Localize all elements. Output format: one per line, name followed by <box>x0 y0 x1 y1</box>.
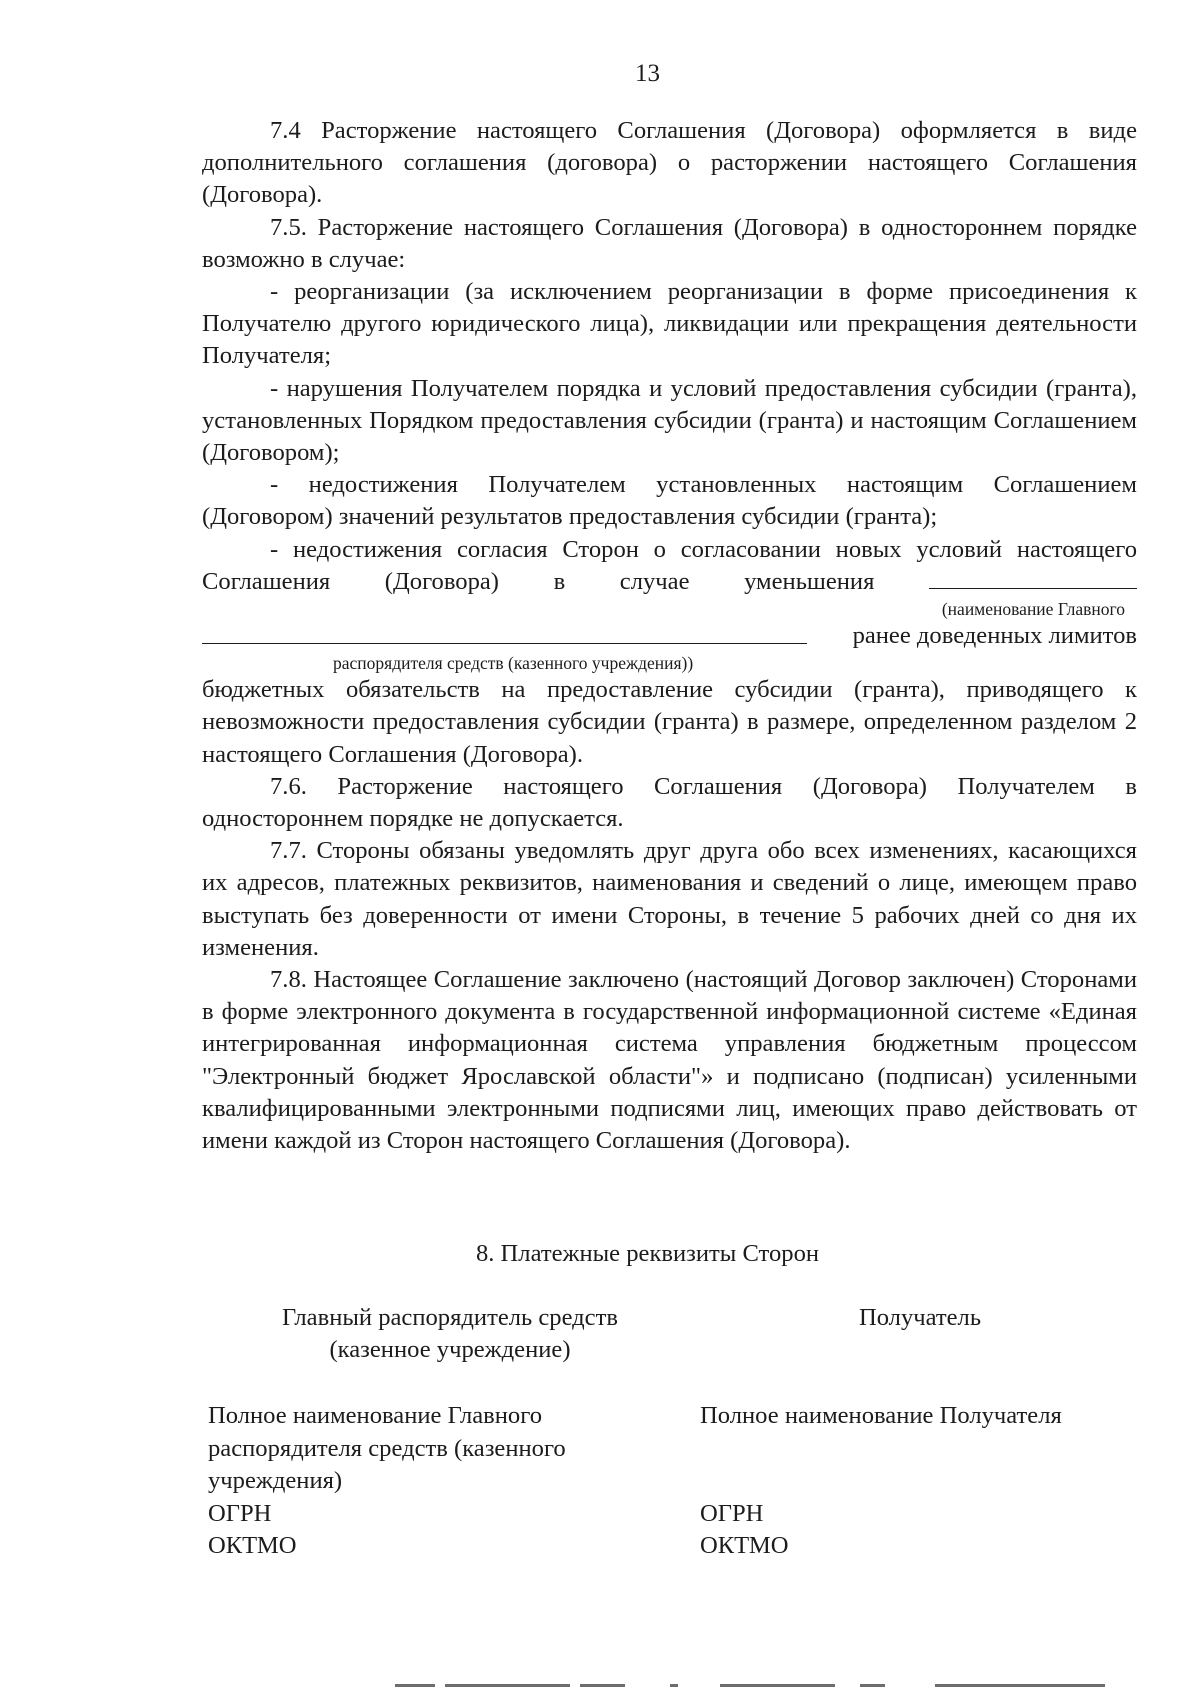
main-manager-ogrn: ОГРН <box>208 1499 272 1527</box>
recipient-full-name: Полное наименование Получателя <box>700 1402 1062 1429</box>
clause-7-7: 7.7. Стороны обязаны уведомлять друг друга обо всех изменениях, касающихся их адресов, платежных реквизитов, наименования и сведений о лице, имеющем право выступать без доверенности от имени Стороны, в течение 5 рабочих дней со дня их изменения. <box>202 837 1137 961</box>
main-manager-full-name-line3: учреждения) <box>208 1467 343 1495</box>
main-manager-full-name-line1: Полное наименование Главного <box>208 1402 542 1429</box>
scan-artifact-mark <box>860 1684 885 1687</box>
main-manager-heading <box>250 1302 650 1366</box>
main-manager-heading-line1: Главный распорядитель средств <box>282 1304 618 1331</box>
scan-artifact-mark <box>580 1684 625 1687</box>
clause-7-4: 7.4 Расторжение настоящего Соглашения (Договора) оформляется в виде дополнительного соглашения (договора) о расторжении настоящего Соглашения (Договора). <box>202 117 1137 209</box>
recipient-heading <box>800 1302 1040 1334</box>
clause-7-5-item-agreement-text: - недостижения согласия Сторон о согласовании новых условий настоящего Соглашения (Договора) в случае уменьшения <box>202 535 1137 595</box>
main-manager-full-name-line2: распорядителя средств (казенного <box>208 1434 566 1462</box>
clause-7-5-item-agreement-continued: бюджетных обязательств на предоставление субсидии (гранта), приводящего к невозможности предоставления субсидии (гранта) в размере, определенном разделом 2 настоящего Соглашения (Договора). <box>202 676 1137 768</box>
fill-in-blank-line-long <box>202 621 807 644</box>
main-manager-heading-line2: (казенное учреждение) <box>329 1336 571 1364</box>
scan-artifact-mark <box>720 1684 835 1687</box>
clause-7-5-item-agreement <box>202 534 1137 598</box>
clause-7-5-item-results: - недостижения Получателем установленных настоящим Соглашением (Договором) значений результатов предоставления субсидии (гранта); <box>202 471 1137 531</box>
recipient-ogrn: ОГРН <box>700 1499 764 1527</box>
recipient-spacer <box>700 1433 1130 1498</box>
hint-main-manager-name: (наименование Главного <box>941 599 1125 620</box>
recipient-heading-text: Получатель <box>858 1304 982 1331</box>
section-8-title: 8. Платежные реквизиты Сторон <box>475 1240 820 1267</box>
clause-7-5-item-reorganization: - реорганизации (за исключением реорганизации в форме присоединения к Получателю другого юридического лица), ликвидации или прекращения деятельности Получателя; <box>202 278 1137 370</box>
recipient-requisites <box>700 1400 1130 1563</box>
page-number: 13 <box>635 60 660 87</box>
fill-in-blank-line <box>929 566 1137 589</box>
scan-artifact-mark <box>935 1684 1105 1687</box>
clause-7-6: 7.6. Расторжение настоящего Соглашения (Договора) Получателем в одностороннем порядке не допускается. <box>202 772 1137 833</box>
scan-artifact-mark <box>395 1684 435 1687</box>
scan-artifact-mark <box>445 1684 570 1687</box>
main-manager-oktmo: ОКТМО <box>208 1532 297 1560</box>
main-manager-requisites <box>208 1400 638 1563</box>
clause-7-5: 7.5. Расторжение настоящего Соглашения (Договора) в одностороннем порядке возможно в случае: <box>202 213 1137 273</box>
scan-artifact-mark <box>670 1684 678 1687</box>
limits-text: ранее доведенных лимитов <box>852 622 1137 650</box>
clause-7-5-item-violation: - нарушения Получателем порядка и условий предоставления субсидии (гранта), установленных Порядком предоставления субсидии (гранта) и настоящим Соглашением (Договором); <box>202 374 1137 467</box>
clause-7-8: 7.8. Настоящее Соглашение заключено (настоящий Договор заключен) Сторонами в форме электронного документа в государственной информационной системе «Единая интегрированная информационная система управления бюджетным процессом "Электронный бюджет Ярославской области"» и подписано (подписан) усиленными квалифицированными электронными подписями лиц, имеющих право действовать от имени каждой из Сторон настоящего Соглашения (Договора). <box>202 966 1137 1155</box>
fill-in-row <box>202 620 1137 652</box>
hint-manager-institution: распорядителя средств (казенного учреждения)) <box>333 653 694 674</box>
document-body <box>202 115 1137 1157</box>
recipient-oktmo: ОКТМО <box>700 1532 789 1560</box>
